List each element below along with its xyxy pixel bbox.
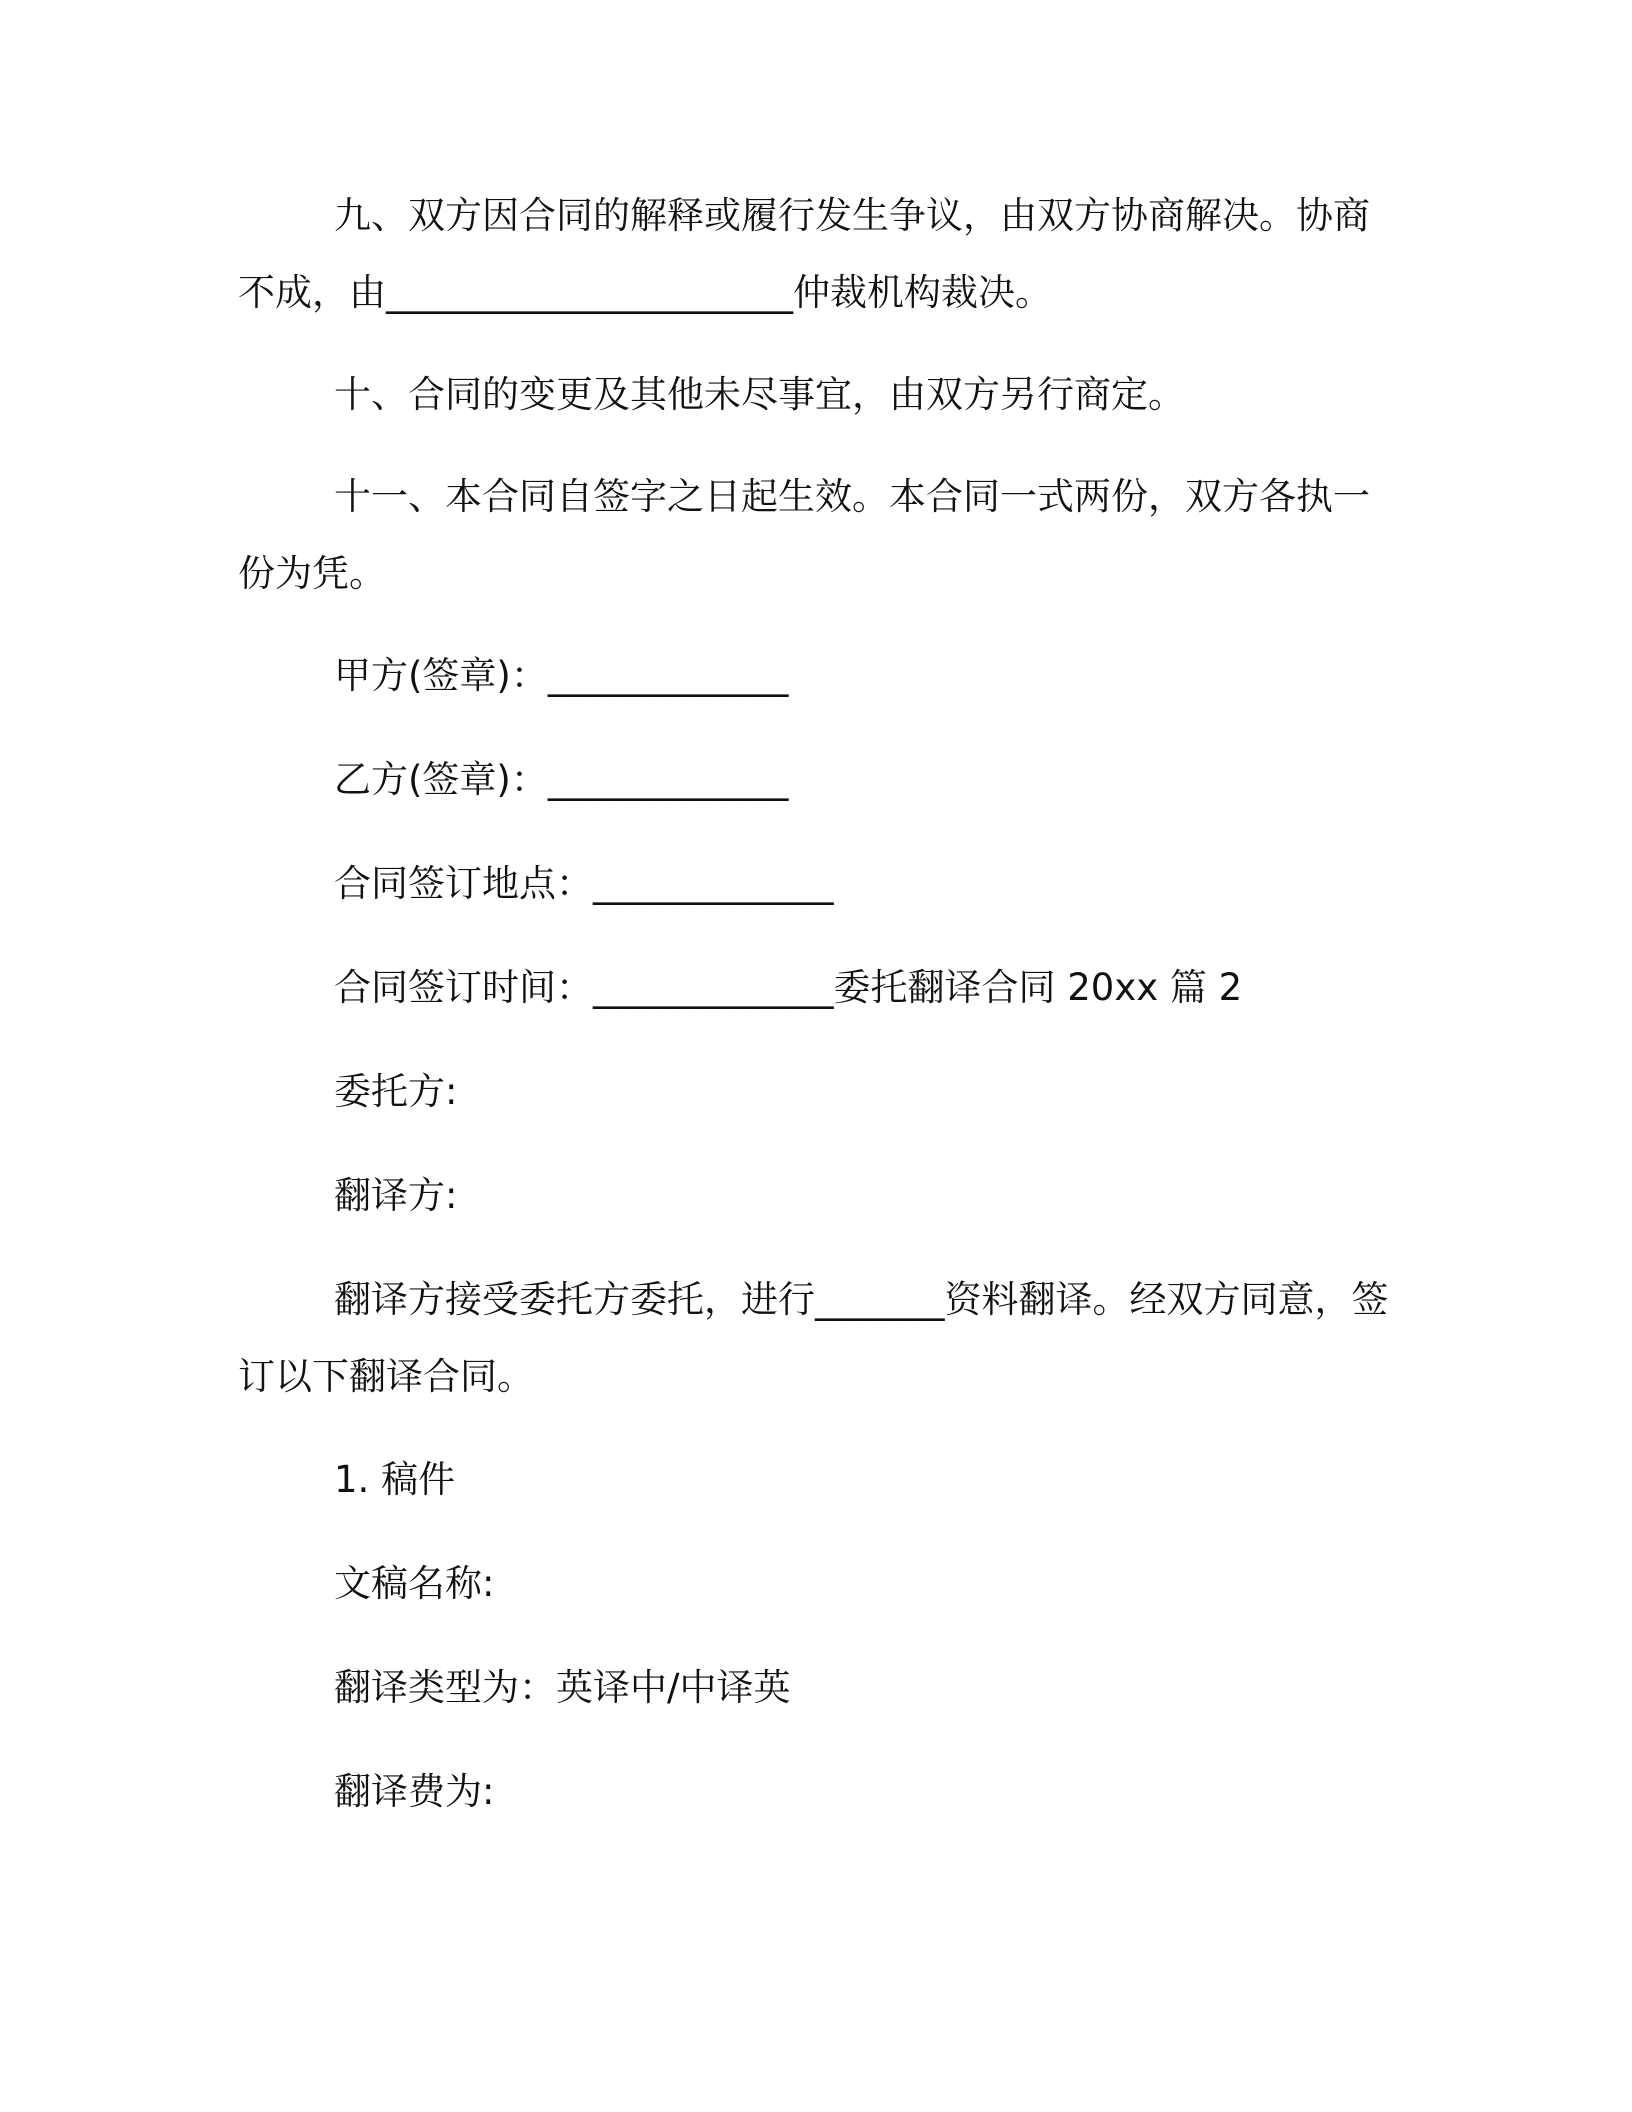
translation-fee-field: 翻译费为: [334,1770,495,1813]
clause-9-dispute-resolution: 九、双方因合同的解释或履行发生争议，由双方协商解决。协商不成，由______________________仲裁机构裁决。 [238,194,1370,314]
contract-preamble: 翻译方接受委托方委托，进行_______资料翻译。经双方同意，签订以下翻译合同。 [238,1278,1389,1398]
translation-type-field: 翻译类型为：英译中/中译英 [334,1666,791,1709]
party-b-signature-line: 乙方(签章)：_____________ [334,758,789,801]
clause-10-amendments: 十、合同的变更及其他未尽事宜，由双方另行商定。 [334,373,1185,416]
signing-place-line: 合同签订地点：_____________ [334,862,834,905]
section-1-heading: 1. 稿件 [334,1458,456,1501]
signing-time-line: 合同签订时间：_____________委托翻译合同 20xx 篇 2 [334,966,1243,1009]
party-a-signature-line: 甲方(签章)：_____________ [334,654,789,697]
clause-11-effectiveness: 十一、本合同自签字之日起生效。本合同一式两份，双方各执一份为凭。 [238,475,1370,595]
document-body [238,177,1394,1830]
document-name-field: 文稿名称: [334,1562,495,1605]
translator-party-label: 翻译方: [334,1174,458,1217]
client-party-label: 委托方: [334,1070,458,1113]
